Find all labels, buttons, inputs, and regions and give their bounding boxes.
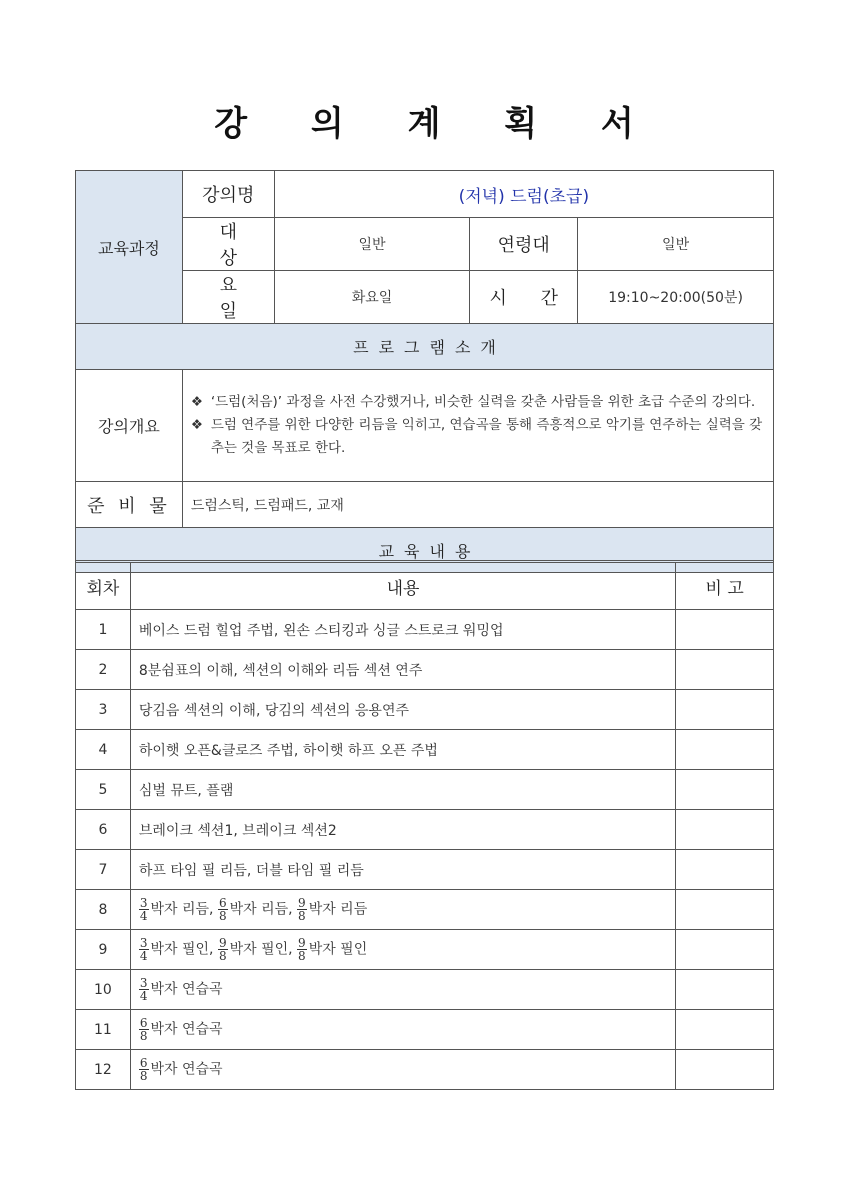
target-value: 일반 xyxy=(274,218,470,271)
column-header-note: 비 고 xyxy=(676,562,774,610)
fraction-numerator: 9 xyxy=(298,936,306,950)
session-note xyxy=(676,650,774,690)
session-content xyxy=(130,650,675,690)
session-number: 11 xyxy=(76,1010,131,1050)
table-row xyxy=(76,1050,774,1090)
fraction-numerator: 3 xyxy=(139,896,148,910)
table-row xyxy=(76,650,774,690)
fraction-numerator: 6 xyxy=(139,1016,148,1030)
table-row xyxy=(76,810,774,850)
content-text: 하프 타임 필 리듬, 더블 타임 필 리듬 xyxy=(138,862,364,879)
content-text: 박자 리듬, xyxy=(150,901,218,918)
content-text: 8분쉼표의 이해, 섹션의 이해와 리듬 섹션 연주 xyxy=(138,662,423,679)
session-content xyxy=(130,610,675,650)
session-content xyxy=(130,890,675,930)
table-row xyxy=(76,690,774,730)
session-number: 6 xyxy=(76,810,131,850)
content-text: 박자 필인, xyxy=(150,941,218,958)
session-number: 5 xyxy=(76,770,131,810)
overview-bullet-text: ‘드럼(처음)’ 과정을 사전 수강했거나, 비슷한 실력을 갖춘 사람들을 위한 초급 수준의 강의다. xyxy=(210,394,756,410)
session-number: 1 xyxy=(76,610,131,650)
table-row xyxy=(76,1010,774,1050)
schedule-table xyxy=(75,560,774,1090)
table-row xyxy=(76,610,774,650)
session-content xyxy=(130,730,675,770)
session-number: 9 xyxy=(76,930,131,970)
overview-bullet-text: 드럼 연주를 위한 다양한 리듬을 익히고, 연습곡을 통해 즉흥적으로 악기를 연주하는 실력을 갖추는 것을 목표로 한다. xyxy=(210,417,763,456)
session-note xyxy=(676,610,774,650)
age-label: 연령대 xyxy=(470,218,578,271)
fraction-denominator: 4 xyxy=(139,909,148,923)
materials-value: 드럼스틱, 드럼패드, 교재 xyxy=(182,482,773,528)
day-label: 요 일 xyxy=(182,271,274,324)
session-number: 3 xyxy=(76,690,131,730)
time-value: 19:10~20:00(50분) xyxy=(578,271,774,324)
content-text: 박자 필인, xyxy=(229,941,298,958)
time-signature-fraction xyxy=(139,1017,149,1042)
table-row xyxy=(76,770,774,810)
fraction-denominator: 8 xyxy=(218,909,227,923)
table-row xyxy=(76,930,774,970)
fraction-numerator: 3 xyxy=(139,976,148,990)
time-label: 시 간 xyxy=(470,271,578,324)
table-row xyxy=(76,890,774,930)
time-signature-fraction xyxy=(139,897,149,922)
time-signature-fraction xyxy=(139,977,149,1002)
fraction-denominator: 8 xyxy=(298,949,306,963)
target-label: 대 상 xyxy=(182,218,274,271)
session-note xyxy=(676,970,774,1010)
fraction-denominator: 8 xyxy=(139,1029,148,1043)
content-text: 박자 리듬 xyxy=(308,901,368,918)
time-signature-fraction xyxy=(218,937,228,962)
fraction-denominator: 8 xyxy=(218,949,227,963)
fraction-denominator: 8 xyxy=(139,1069,148,1083)
content-text: 베이스 드럼 힐업 주법, 왼손 스티킹과 싱글 스트로크 워밍업 xyxy=(138,622,504,639)
session-content xyxy=(130,1010,675,1050)
content-text: 박자 연습곡 xyxy=(150,981,223,998)
session-number: 8 xyxy=(76,890,131,930)
session-note xyxy=(676,890,774,930)
session-note xyxy=(676,850,774,890)
age-value: 일반 xyxy=(578,218,774,271)
session-content xyxy=(130,850,675,890)
diamond-bullet-icon: ❖ xyxy=(190,394,203,410)
content-text: 하이햇 오픈&클로즈 주법, 하이햇 하프 오픈 주법 xyxy=(138,742,438,759)
session-content xyxy=(130,1050,675,1090)
table-row xyxy=(76,850,774,890)
time-signature-fraction xyxy=(139,937,149,962)
column-header-content: 내용 xyxy=(130,562,675,610)
materials-label: 준 비 물 xyxy=(76,482,183,528)
fraction-denominator: 4 xyxy=(139,989,148,1003)
fraction-denominator: 4 xyxy=(139,949,148,963)
column-header-session: 회차 xyxy=(76,562,131,610)
session-number: 10 xyxy=(76,970,131,1010)
session-number: 12 xyxy=(76,1050,131,1090)
document-title: 강 의 계 획 서 xyxy=(214,104,660,144)
session-number: 7 xyxy=(76,850,131,890)
content-text: 박자 연습곡 xyxy=(150,1061,223,1078)
content-text: 당김음 섹션의 이해, 당김의 섹션의 응용연주 xyxy=(138,702,409,719)
content-text: 심벌 뮤트, 플램 xyxy=(138,782,234,799)
session-note xyxy=(676,930,774,970)
content-header: 교육내용 xyxy=(76,528,774,573)
fraction-numerator: 3 xyxy=(139,936,148,950)
content-text: 박자 리듬, xyxy=(229,901,298,918)
content-text: 박자 필인 xyxy=(308,941,368,958)
overview-content xyxy=(182,370,773,482)
category-label: 교육과정 xyxy=(76,171,183,324)
session-note xyxy=(676,1010,774,1050)
session-note xyxy=(676,730,774,770)
fraction-numerator: 6 xyxy=(218,896,227,910)
time-signature-fraction xyxy=(297,937,307,962)
session-note xyxy=(676,690,774,730)
session-content xyxy=(130,690,675,730)
overview-bullet xyxy=(191,391,765,414)
fraction-numerator: 6 xyxy=(139,1056,148,1070)
session-number: 4 xyxy=(76,730,131,770)
time-signature-fraction xyxy=(297,897,307,922)
content-text: 브레이크 섹션1, 브레이크 섹션2 xyxy=(138,822,337,839)
time-signature-fraction xyxy=(139,1057,149,1082)
content-text: 박자 연습곡 xyxy=(150,1021,223,1038)
session-content xyxy=(130,770,675,810)
table-row xyxy=(76,970,774,1010)
program-intro-header: 프로그램소개 xyxy=(76,324,774,370)
time-signature-fraction xyxy=(218,897,228,922)
course-name-label: 강의명 xyxy=(182,171,274,218)
diamond-bullet-icon: ❖ xyxy=(190,417,203,433)
session-note xyxy=(676,810,774,850)
session-content xyxy=(130,930,675,970)
session-note xyxy=(676,1050,774,1090)
session-content xyxy=(130,970,675,1010)
fraction-denominator: 8 xyxy=(298,909,306,923)
table-row xyxy=(76,730,774,770)
course-name-value: (저녁) 드럼(초급) xyxy=(274,171,773,218)
session-number: 2 xyxy=(76,650,131,690)
overview-bullet xyxy=(191,414,765,460)
overview-label: 강의개요 xyxy=(76,370,183,482)
course-info-table xyxy=(75,170,774,573)
fraction-numerator: 9 xyxy=(298,896,306,910)
session-note xyxy=(676,770,774,810)
session-content xyxy=(130,810,675,850)
fraction-numerator: 9 xyxy=(218,936,227,950)
day-value: 화요일 xyxy=(274,271,470,324)
